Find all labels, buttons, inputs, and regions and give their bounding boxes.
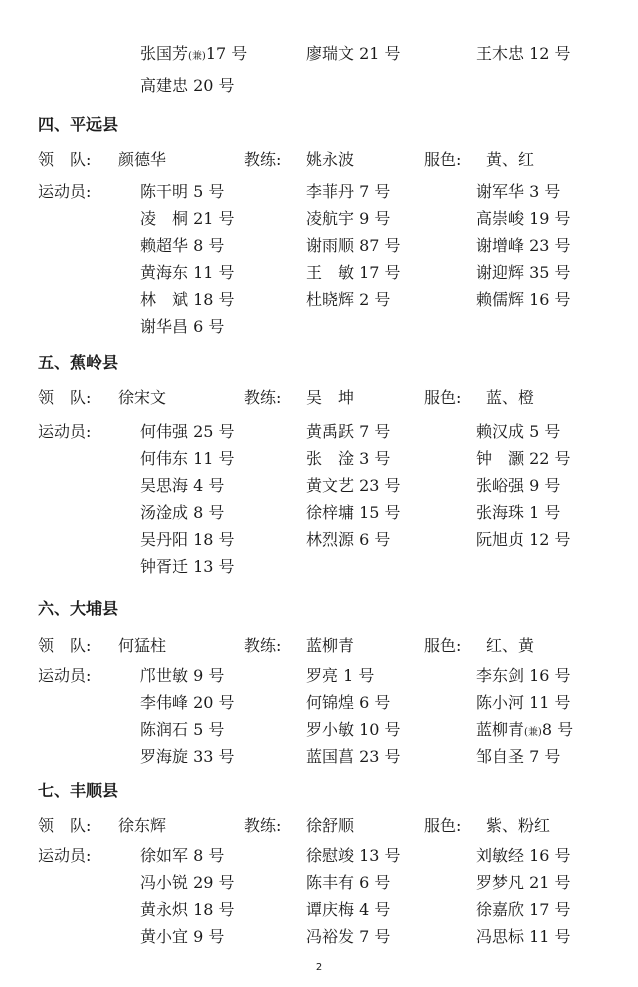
player-entry: 阮旭贞 12 号 (476, 530, 571, 549)
player-entry: 李东剑 16 号 (476, 666, 571, 685)
team-colors: 紫、粉红 (486, 816, 551, 835)
player-entry: 冯裕发 7 号 (306, 927, 391, 946)
player-entry: 赖汉成 5 号 (476, 422, 561, 441)
player-entry: 谢雨顺 87 号 (306, 236, 401, 255)
coach-name: 姚永波 (306, 150, 355, 169)
player-entry: 陈润石 5 号 (140, 720, 225, 739)
player-entry: 徐梓墉 15 号 (306, 503, 401, 522)
player-entry: 赖儒辉 16 号 (476, 290, 571, 309)
player-entry: 冯小锐 29 号 (140, 873, 235, 892)
section-heading: 四、平远县 (38, 115, 119, 134)
player-entry: 高建忠 20 号 (140, 76, 235, 95)
player-entry: 吴丹阳 18 号 (140, 530, 235, 549)
player-entry: 李菲丹 7 号 (306, 182, 391, 201)
player-entry: 凌 桐 21 号 (140, 209, 235, 228)
player-entry: 张 淦 3 号 (306, 449, 391, 468)
section-heading: 五、蕉岭县 (38, 353, 119, 372)
players-label: 运动员: (38, 666, 92, 685)
leader-label: 领 队: (38, 388, 92, 407)
player-entry: 蓝国菖 23 号 (306, 747, 401, 766)
leader-label: 领 队: (38, 150, 92, 169)
coach-label: 教练: (244, 388, 282, 407)
player-entry: 高崇峻 19 号 (476, 209, 571, 228)
player-entry: 王 敏 17 号 (306, 263, 401, 282)
leader-label: 领 队: (38, 816, 92, 835)
coach-label: 教练: (244, 636, 282, 655)
player-entry: 张峪强 9 号 (476, 476, 561, 495)
coach-name: 徐舒顺 (306, 816, 355, 835)
player-entry: 何伟东 11 号 (140, 449, 235, 468)
player-entry: 刘敏经 16 号 (476, 846, 571, 865)
color-label: 服色: (424, 636, 462, 655)
player-entry: 廖瑞文 21 号 (306, 44, 401, 63)
player-entry: 黄小宜 9 号 (140, 927, 225, 946)
player-entry: 何伟强 25 号 (140, 422, 235, 441)
leader-name: 颜德华 (118, 150, 167, 169)
players-label: 运动员: (38, 182, 92, 201)
team-colors: 红、黄 (486, 636, 535, 655)
player-entry: 徐慰竣 13 号 (306, 846, 401, 865)
player-entry: 黄文艺 23 号 (306, 476, 401, 495)
coach-label: 教练: (244, 150, 282, 169)
player-entry: 陈干明 5 号 (140, 182, 225, 201)
player-entry: 黄永炽 18 号 (140, 900, 235, 919)
leader-name: 何猛柱 (118, 636, 167, 655)
color-label: 服色: (424, 388, 462, 407)
player-entry: 李伟峰 20 号 (140, 693, 235, 712)
player-entry: 凌航宇 9 号 (306, 209, 391, 228)
player-entry: 谢迎辉 35 号 (476, 263, 571, 282)
player-entry: 王木忠 12 号 (476, 44, 571, 63)
player-entry: 蓝柳青(兼)8 号 (476, 720, 574, 739)
player-entry: 罗小敏 10 号 (306, 720, 401, 739)
player-entry: 张国芳(兼)17 号 (140, 44, 248, 63)
player-entry: 钟胥迁 13 号 (140, 557, 235, 576)
player-entry: 冯思标 11 号 (476, 927, 571, 946)
player-entry: 罗梦凡 21 号 (476, 873, 571, 892)
player-entry: 邝世敏 9 号 (140, 666, 225, 685)
player-entry: 林烈源 6 号 (306, 530, 391, 549)
player-entry: 陈小河 11 号 (476, 693, 571, 712)
player-entry: 杜晓辉 2 号 (306, 290, 391, 309)
leader-name: 徐东辉 (118, 816, 167, 835)
page-number: 2 (315, 962, 323, 973)
coach-label: 教练: (244, 816, 282, 835)
player-entry: 陈丰有 6 号 (306, 873, 391, 892)
player-entry: 罗亮 1 号 (306, 666, 375, 685)
player-entry: 谢军华 3 号 (476, 182, 561, 201)
coach-name: 吴 坤 (306, 388, 355, 407)
player-entry: 谭庆梅 4 号 (306, 900, 391, 919)
leader-label: 领 队: (38, 636, 92, 655)
section-heading: 六、大埔县 (38, 599, 119, 618)
player-entry: 黄海东 11 号 (140, 263, 235, 282)
team-colors: 黄、红 (486, 150, 535, 169)
color-label: 服色: (424, 150, 462, 169)
coach-name: 蓝柳青 (306, 636, 355, 655)
color-label: 服色: (424, 816, 462, 835)
leader-name: 徐宋文 (118, 388, 167, 407)
team-colors: 蓝、橙 (486, 388, 535, 407)
players-label: 运动员: (38, 846, 92, 865)
player-entry: 徐嘉欣 17 号 (476, 900, 571, 919)
player-entry: 何锦煌 6 号 (306, 693, 391, 712)
player-entry: 钟 灏 22 号 (476, 449, 571, 468)
player-entry: 林 斌 18 号 (140, 290, 235, 309)
player-entry: 罗海旋 33 号 (140, 747, 235, 766)
player-entry: 谢增峰 23 号 (476, 236, 571, 255)
player-entry: 张海珠 1 号 (476, 503, 561, 522)
section-heading: 七、丰顺县 (38, 781, 119, 800)
player-entry: 黄禹跃 7 号 (306, 422, 391, 441)
player-entry: 徐如军 8 号 (140, 846, 225, 865)
player-entry: 赖超华 8 号 (140, 236, 225, 255)
player-entry: 吴思海 4 号 (140, 476, 225, 495)
players-label: 运动员: (38, 422, 92, 441)
player-entry: 谢华昌 6 号 (140, 317, 225, 336)
player-entry: 邹自圣 7 号 (476, 747, 561, 766)
player-entry: 汤淦成 8 号 (140, 503, 225, 522)
